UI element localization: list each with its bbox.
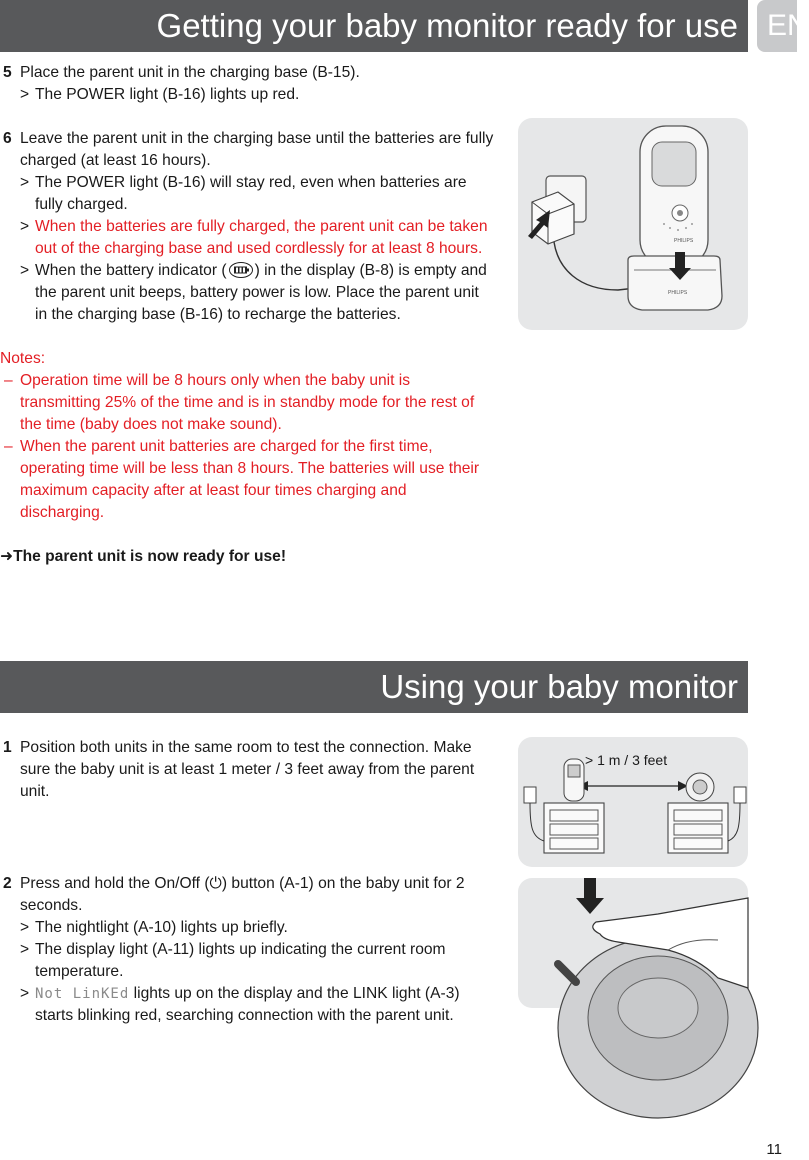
step-text: Place the parent unit in the charging base (B-15).	[20, 64, 360, 81]
note-dash: –	[4, 438, 13, 455]
battery-icon	[229, 262, 253, 278]
base-brand-label: PHILIPS	[668, 290, 688, 296]
page-number: 11	[766, 1141, 782, 1158]
result-marker: >	[20, 86, 30, 103]
arrow-icon: ➜	[0, 548, 14, 565]
step-text: Position both units in the same room to test the connection. Make sure the baby unit is at least 1 meter / 3 feet away from the parent unit.	[20, 739, 475, 800]
step-number: 6	[3, 130, 12, 147]
result-text: The POWER light (B-16) lights up red.	[35, 86, 300, 103]
step-text-before: Press and hold the On/Off (	[20, 875, 210, 892]
note-item	[0, 436, 494, 524]
result-text: lights up on the display and the LINK light (A-3) starts blinking red, searching connection with the parent unit.	[35, 985, 460, 1024]
distance-figure	[518, 737, 748, 867]
result-marker: >	[20, 262, 30, 279]
step-1	[0, 737, 494, 803]
step-2	[0, 873, 494, 917]
ready-text: The parent unit is now ready for use!	[13, 548, 287, 565]
distance-label: > 1 m / 3 feet	[585, 752, 668, 768]
result-marker: >	[20, 941, 30, 958]
section-header-using	[0, 661, 748, 713]
unit-brand-label: PHILIPS	[674, 238, 694, 244]
section-title: Using your baby monitor	[380, 668, 738, 705]
power-icon: ⏻	[209, 875, 222, 892]
distance-illustration	[518, 737, 748, 867]
note-text: Operation time will be 8 hours only when the baby unit is transmitting 25% of the time and is in standby mode for the rest of the time (baby does not make sound).	[20, 372, 475, 433]
ready-line	[0, 546, 494, 568]
step-number: 1	[3, 739, 12, 756]
step-5	[0, 62, 494, 84]
result-marker: >	[20, 218, 30, 235]
press-button-illustration	[518, 878, 748, 1008]
step-6	[0, 128, 494, 172]
step-6-result-2	[0, 216, 494, 260]
step-6-result-3	[0, 260, 494, 326]
result-text-before: When the battery indicator (	[35, 262, 227, 279]
note-text: When the parent unit batteries are charged for the first time, operating time will be less than 8 hours. The batteries will use their maximum capacity after at least four times charging and discharging.	[20, 438, 480, 521]
step-2-result-1	[0, 917, 494, 939]
charging-illustration	[518, 118, 748, 330]
step-2-block	[0, 873, 494, 1027]
result-marker: >	[20, 174, 30, 191]
lcd-not-linked-text: Not LinKEd	[35, 986, 130, 1002]
steps-using-block	[0, 737, 494, 803]
section-header-getting-ready	[0, 0, 748, 52]
charging-base-figure	[518, 118, 748, 330]
step-5-result	[0, 84, 494, 106]
note-dash: –	[4, 372, 13, 389]
result-text: The nightlight (A-10) lights up briefly.	[35, 919, 288, 936]
result-marker: >	[20, 919, 30, 936]
press-button-figure	[518, 878, 748, 1008]
note-item	[0, 370, 494, 436]
step-number: 2	[3, 875, 12, 892]
step-2-result-3	[0, 983, 494, 1027]
step-text-after: ) button (A-1) on the baby unit for 2 seconds.	[20, 875, 465, 914]
steps-ready-block	[0, 62, 494, 568]
result-text: When the batteries are fully charged, the parent unit can be taken out of the charging base and used cordlessly for at least 8 hours.	[35, 218, 488, 257]
result-marker: >	[20, 985, 30, 1002]
section-title: Getting your baby monitor ready for use	[156, 7, 738, 44]
step-text: Leave the parent unit in the charging base until the batteries are fully charged (at least 16 hours).	[20, 130, 494, 169]
result-text: The display light (A-11) lights up indicating the current room temperature.	[35, 941, 446, 980]
language-tab: EN	[757, 0, 797, 52]
notes-heading: Notes:	[0, 350, 46, 367]
step-2-result-2	[0, 939, 494, 983]
result-text-after: ) in the display (B-8) is empty and the parent unit beeps, battery power is low. Place the parent unit in the charging base (B-16) to recharge the batteries.	[35, 262, 487, 323]
result-text: The POWER light (B-16) will stay red, even when batteries are fully charged.	[35, 174, 467, 213]
step-number: 5	[3, 64, 12, 81]
step-6-result-1	[0, 172, 494, 216]
